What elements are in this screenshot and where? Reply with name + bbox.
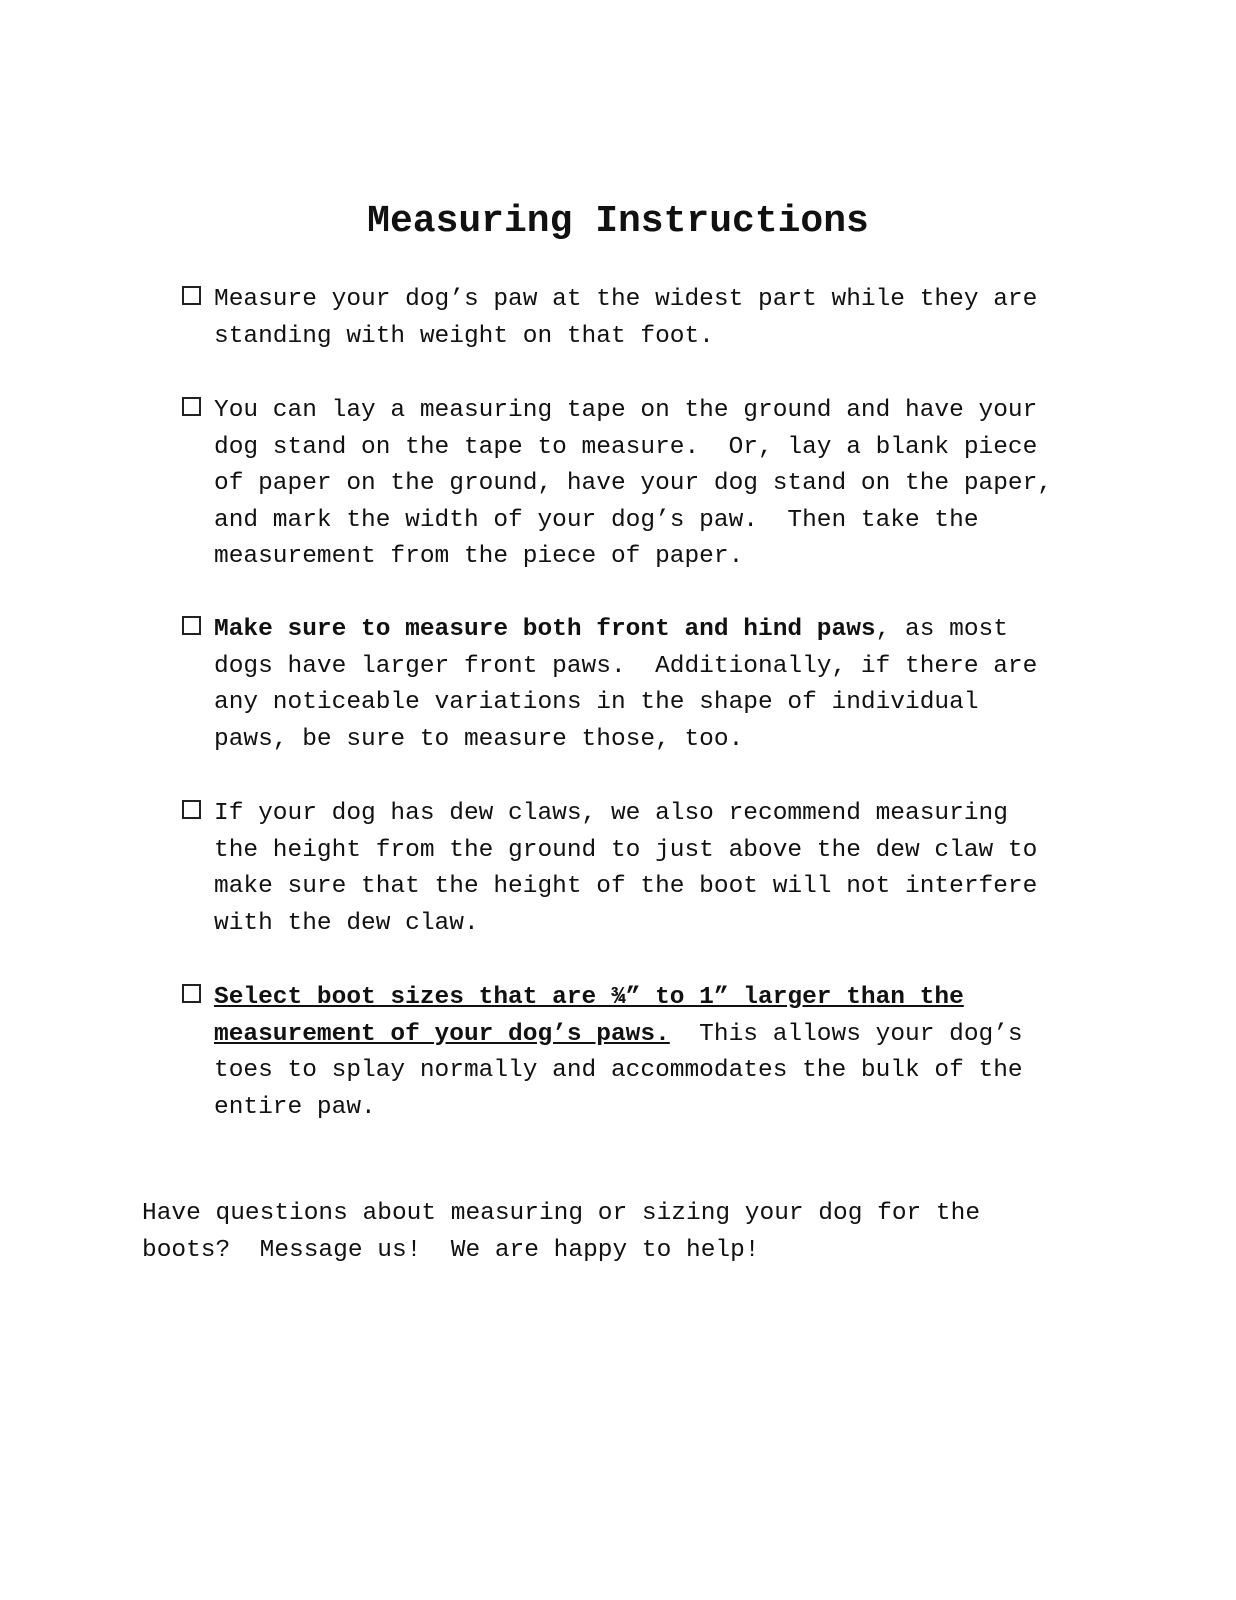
checkbox[interactable]: [182, 800, 201, 819]
checklist-item: [182, 393, 1082, 576]
page-title: Measuring Instructions: [367, 200, 869, 243]
item-rest-text: , as most dogs have larger front paws. Additionally, if there are any noticeable variations in the shape of individual paws, be sure to measure those, too.: [214, 616, 1038, 753]
checklist-item: [182, 980, 1082, 1126]
item-text: You can lay a measuring tape on the ground and have your dog stand on the tape to measure. Or, lay a blank piece of paper on the ground, have your dog stand on the paper, and mark the width of your dog’s paw. Then take the measurement from the piece of paper.: [214, 397, 1053, 570]
checkbox[interactable]: [182, 616, 201, 635]
checklist-item: [182, 282, 1082, 355]
item-text: If your dog has dew claws, we also recommend measuring the height from the ground to just above the dew claw to make sure that the height of the boot will not interfere with the dew claw.: [214, 800, 1038, 937]
item-bold-underline-text: Select boot sizes that are ¾” to 1” larger than the measurement of your dog’s paws.: [214, 984, 964, 1048]
item-rest-text: This allows your dog’s toes to splay normally and accommodates the bulk of the entire paw.: [214, 1020, 1023, 1121]
checkbox[interactable]: [182, 286, 201, 305]
checklist-item: [182, 612, 1082, 758]
checklist-item: [182, 796, 1082, 942]
item-text: [214, 612, 1082, 758]
item-bold-text: Make sure to measure both front and hind paws: [214, 616, 876, 643]
item-text: Measure your dog’s paw at the widest part while they are standing with weight on that foot.: [214, 286, 1038, 350]
item-text: [214, 980, 1082, 1126]
checkbox[interactable]: [182, 984, 201, 1003]
footer-note: Have questions about measuring or sizing your dog for the boots? Message us! We are happy to help!: [142, 1200, 981, 1264]
checkbox[interactable]: [182, 397, 201, 416]
